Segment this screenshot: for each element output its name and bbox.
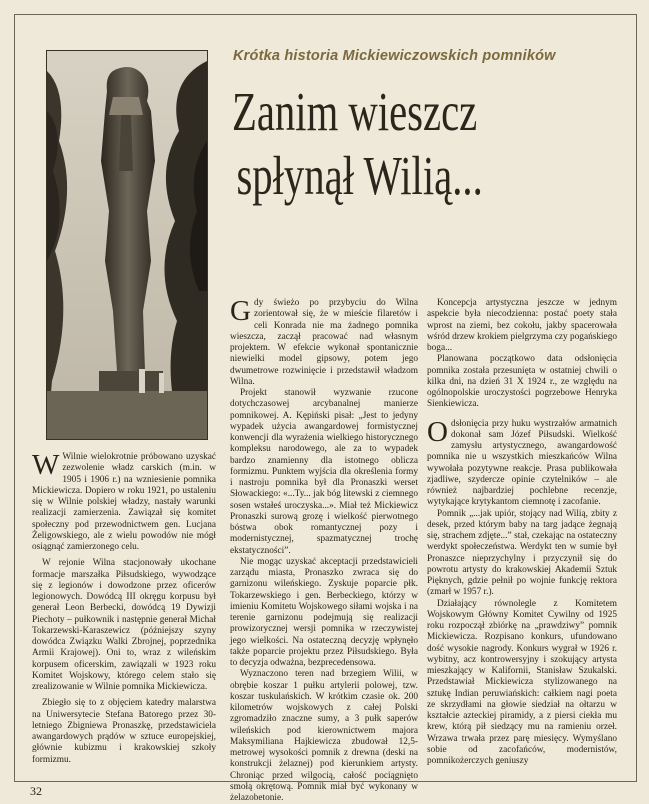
monument-photo [46, 50, 208, 440]
middle-paragraph-4: Wyznaczono teren nad brzegiem Wilii, w obrębie koszar 1 pułku artylerii polowej, tzw. koszar tuskulańskich. W krótkim czasie ok. 200 kilometrów wojskowych z całej Polski zgromadziło znaczne sumy, a 3 pułk saperów wileńskich pod kierownictwem majora Maksymiliana Hajkiewicza zbudował 12,5-metrowej wysokości pomnik z drewna (deski na konstrukcji żelaznej) pod kierunkiem artysty. Chroniąc przed wilgocią, całość pociągnięto smołą okrętową. Pomnik miał być wykonany w żelazobetonie. [230, 669, 418, 803]
left-paragraph-2: W rejonie Wilna stacjonowały ukochane formacje marszałka Piłsudskiego, wywodzące się z legionów i dowodzone przez oficerów legionowych. Dowódcą III okręgu korpusu był generał Leon Berbecki, dowódcą 19 Dywizji Piechoty – pułkownik i następnie generał Michał Tokarzewski-Karaszewicz (późniejszy szyny dowódca Związku Walki Zbrojnej, poprzednika Armii Krajowej). Oni to, wraz z wileńskim korpusem oficerskim, zawiązali w 1923 roku Komitet Wojskowy, którego celem stało się zrealizowanie w Wilnie pomnika Mickiewicza. [32, 558, 216, 692]
drop-cap-w: W [32, 449, 60, 481]
middle-paragraph-3: Nie mogąc uzyskać akceptacji przedstawicieli zarządu miasta, Pronaszko zwraca się do garnizonu wileńskiego. Zyskuje poparcie płk. Tokarzewskiego i gen. Berbeckiego, którzy w imieniu Komitetu Wojskowego siłami wojska i na terenie garnizonu podejmują się realizacji prowizorycznej wersji pomnika w rzeczywistej jego wielkości. Na ostateczną decyzję wpłynęło także poparcie projektu przez Piłsudskiego. Była to decyzja odważna, bezprecedensowa. [230, 556, 418, 668]
right-paragraph-3: Odsłonięcia przy huku wystrzałów armatnich dokonał sam Józef Piłsudski. Wielkość zamysłu artystycznego, awangardowość pomnika nie u wszystkich mieszkańców Wilna wywołała pozytywne reakcje. Prasa publikowała zjadliwe, szydercze opinie czytelników – ale również najbardziej pochlebne recenzje, wytykające krytykantom ciemnotę i zacofanie. [427, 415, 617, 508]
right-column [427, 298, 617, 767]
monument-photo-image [47, 51, 207, 439]
right-paragraph-5: Działający równolegle z Komitetem Wojskowym Główny Komitet Cywilny od 1925 roku rozpoczął zbiórkę na „prawdziwy” pomnik Mickiewicza. Rozpisano konkurs, ufundowano dość wysokie nagrody. Konkurs wygrał w 1926 r. wybitny, acz kontrowersyjny i szokujący artysta mieszkający w Kalifornii, Stanisław Szukalski. Przedstawiał Mickiewicza stylizowanego na sztukę Indian peruwiańskich: całkiem nagi poeta ze skrzydłami na głowie siedział na ołtarzu w kształcie azteckiej piramidy, a z piersi ciekła mu krew, którą pił siedzący mu na ramieniu orzeł. Wrzawa trwała przez parę miesięcy. Wymyślano sobie od zacofańców, modernistów, pomnikożerczych geniuszy [427, 598, 617, 766]
article-kicker: Krótka historia Mickiewiczowskich pomników [233, 48, 556, 64]
middle-column [230, 295, 418, 804]
drop-cap-g: G [230, 295, 251, 327]
left-paragraph-1: W Wilnie wielokrotnie próbowano uzyskać zezwolenie władz carskich (m.in. w 1905 i 1906 r.) na wzniesienie pomnika Mickiewicza. Dopiero w roku 1921, po ustaleniu się w Wilnie polskiej władzy, nastały warunki realizacji zamierzenia. Zawiązał się komitet społeczny pod przewodnictwem gen. Lucjana Żeligowskiego, ale z wielu powodów nie mógł osiągnąć zamierzonego celu. [32, 449, 216, 552]
drop-cap-o: O [427, 415, 448, 448]
article-title [232, 80, 528, 208]
middle-paragraph-2: Projekt stanowił wyzwanie rzucone dotychczasowej arcybanalnej manierze pomnikowej. A. Kępiński pisał: „Jest to jedyny wypadek użycia awangardowej formistycznej konwencji dla wyrażenia wielkiego historycznego kompleksu narodowego, ale za to wypadek bardzo znamienny dla istotnego oblicza formizmu. Punktem wyjścia dla określenia formy i nastroju pomnika był dla Pronaszki werset Słowackiego: «...Ty... jak bóg litewski z ciemnego sosen wstałeś uroczyska...». Miał też Mickiewicz Pronaszki surową grozę i wielkość pierwotnego bóstwa obok romantycznej pozy i modernistycznej, spazmatycznej trochę ekstatyczności”. [230, 388, 418, 556]
title-line-2: spłynął Wilią... [236, 145, 483, 206]
left-column [32, 449, 216, 766]
right-paragraph-1: Koncepcja artystyczna jeszcze w jednym aspekcie była niecodzienna: postać poety stała wprost na ziemi, bez cokołu, jakby spacerowała wśród drzew krokiem pielgrzyma czy pogańskiego boga... [427, 298, 617, 353]
page-number: 32 [30, 784, 42, 798]
right-paragraph-2: Planowana początkowo data odsłonięcia pomnika została przesunięta w ostatniej chwili o kilka dni, na dzień 31 X 1924 r., ze względu na ogólnopolskie uroczystości pogrzebowe Henryka Sienkiewicza. [427, 354, 617, 410]
title-line-1: Zanim wieszcz [232, 81, 478, 142]
middle-paragraph-1: Gdy świeżo po przybyciu do Wilna zorientował się, że w mieście filaretów i celi Konrada nie ma żadnego pomnika wieszcza, zaczął pracować nad własnym projektem. W efekcie wykonał spontanicznie niewielki model gipsowy, potem jego dwumetrowe rozwinięcie i przedstawił władzom Wilna. [230, 295, 418, 387]
right-paragraph-4: Pomnik „...jak upiór, stojący nad Wilią, zbity z desek, przed którym baby na targ jadące żegnają się, strachem zdjęte...” stał, czekając na ostateczny werdykt społeczeństwa. Werdykt ten w sumie był Pronaszce nieprzychylny i przyczynił się do powrotu artysty do krakowskiej Akademii Sztuk Pięknych, gdzie pełnił po wojnie funkcję rektora (zmarł w 1957 r.). [427, 508, 617, 598]
left-paragraph-3: Zbiegło się to z objęciem katedry malarstwa na Uniwersytecie Stefana Batorego przez 30-letniego Zbigniewa Pronaszkę, przedstawiciela awangardowych prądów w sztuce europejskiej, głównie kubizmu i krakowskiej szkoły formizmu. [32, 698, 216, 765]
